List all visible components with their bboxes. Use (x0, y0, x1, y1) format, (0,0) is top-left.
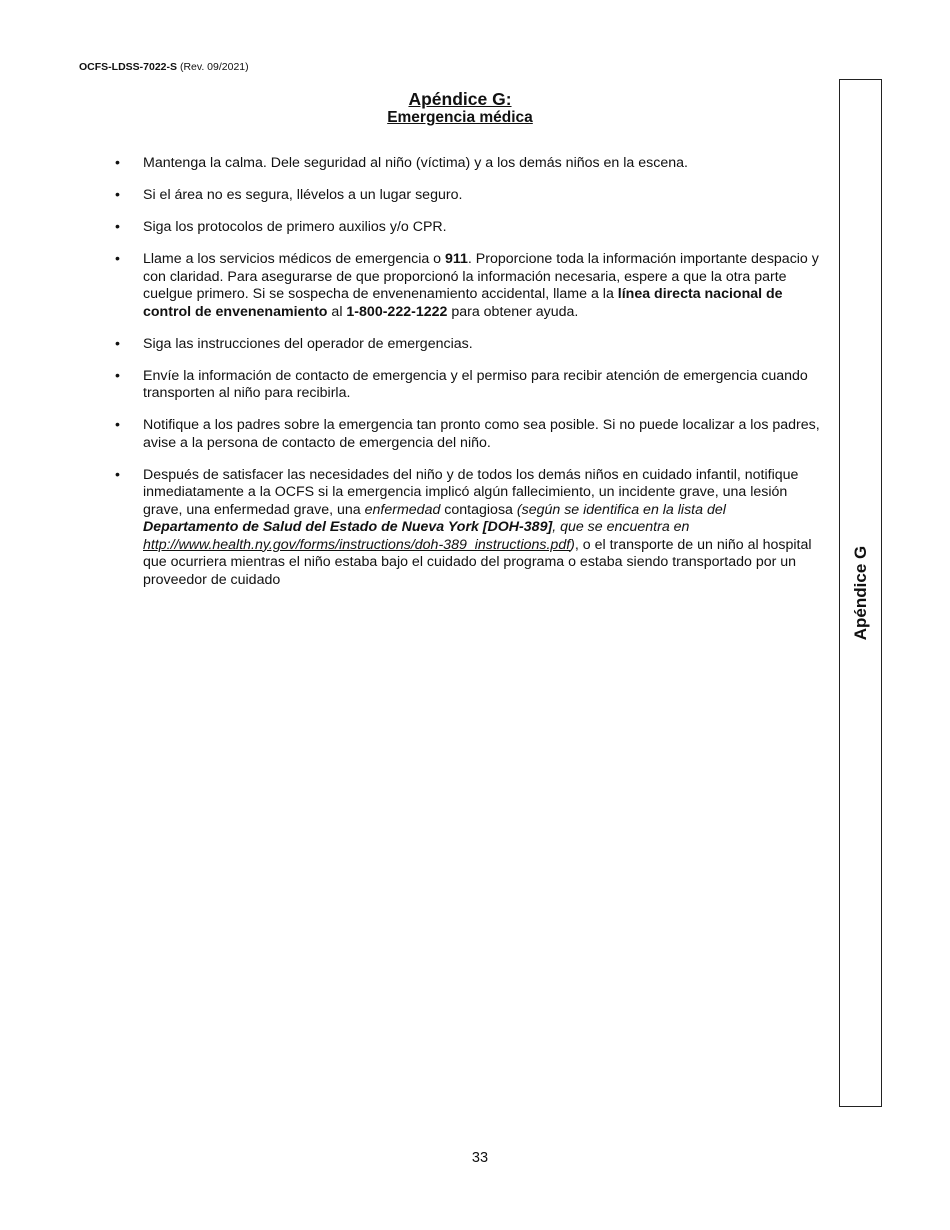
bullet-icon: • (115, 417, 120, 433)
page-number: 33 (471, 1150, 489, 1166)
list-item-text: Llame a los servicios médicos de emergencia o (143, 251, 446, 267)
list-item (115, 335, 823, 354)
list-item-text: Después de satisfacer las necesidades del niño y de todos los demás niños en cuidado infantil, notifique inmediatamente a la OCFS si la emergencia implicó algún fallecimiento, un incidente grave, una lesión grave, una enfermedad grave, una (143, 466, 799, 518)
list-item (115, 187, 823, 205)
list-item (115, 367, 823, 403)
list-item-text: Notifique a los padres sobre la emergencia tan pronto como sea posible. Si no puede localizar a los padres, avise a la persona de contacto de emergencia del niño. (143, 417, 820, 451)
list-item-text: para obtener ayuda. (447, 303, 579, 320)
list-item-text-italic: ) (570, 536, 575, 553)
list-item-text: . Proporcione toda la información importante despacio y con claridad. Para asegurarse de que proporcionó la información necesaria, espere a que la otra parte cuelgue primero. Si se sospecha de envenenamiento accidental, llame a la (143, 251, 819, 302)
list-item-text: Envíe la información de contacto de emergencia y el permiso para recibir atención de emergencia cuando transporten al niño para recibirla. (143, 367, 808, 401)
poison-control-number: 1-800-222-1222 (346, 303, 448, 320)
bullet-icon: • (115, 466, 120, 483)
list-item (115, 251, 823, 321)
bullet-icon: • (115, 187, 120, 203)
list-item-text: Si el área no es segura, llévelos a un lugar seguro. (143, 187, 463, 203)
title-subject: Emergencia médica (387, 109, 533, 126)
list-item-text: contagiosa (440, 501, 517, 518)
list-item (115, 155, 823, 173)
list-item-text: , o el transporte de un niño al hospital que ocurriera mientras el niño estaba bajo el cuidado del programa o estaba siendo transportado por un proveedor de cuidado (143, 536, 812, 588)
form-code: OCFS-LDSS-7022-S (79, 61, 178, 73)
emergency-number: 911 (445, 251, 468, 267)
appendix-side-tab (839, 79, 882, 1107)
list-item-text-italic: , que se encuentra en (552, 519, 690, 535)
page-title (0, 90, 920, 127)
bullet-icon: • (115, 219, 120, 235)
form-identifier (79, 60, 249, 74)
side-tab-label: Apéndice G (850, 545, 870, 641)
list-item-text: Siga los protocolos de primero auxilios y/o CPR. (143, 219, 447, 235)
list-item-text: Siga las instrucciones del operador de emergencias. (143, 335, 473, 352)
poison-control-line: línea directa nacional de control de envenenamiento (143, 286, 783, 320)
bullet-icon: • (115, 367, 120, 384)
bullet-icon: • (115, 251, 120, 267)
title-appendix: Apéndice G: (408, 89, 512, 109)
list-item-text: al (327, 303, 347, 320)
bullet-icon: • (115, 335, 120, 352)
list-item-text-italic: enfermedad (364, 501, 441, 518)
doh-instructions-link[interactable]: http://www.health.ny.gov/forms/instructions/doh-389_instructions.pdf (143, 536, 571, 553)
list-item-text-italic: (según se identifica en la lista del (516, 501, 726, 518)
bullet-icon: • (115, 155, 120, 171)
list-item (115, 219, 823, 237)
instruction-list (115, 155, 823, 604)
list-item (115, 417, 823, 452)
health-department-name: Departamento de Salud del Estado de Nueva York [DOH-389] (143, 519, 553, 535)
list-item-text: Mantenga la calma. Dele seguridad al niño (víctima) y a los demás niños en la escena. (143, 155, 688, 171)
list-item (115, 466, 823, 590)
form-revision: (Rev. 09/2021) (179, 61, 249, 73)
